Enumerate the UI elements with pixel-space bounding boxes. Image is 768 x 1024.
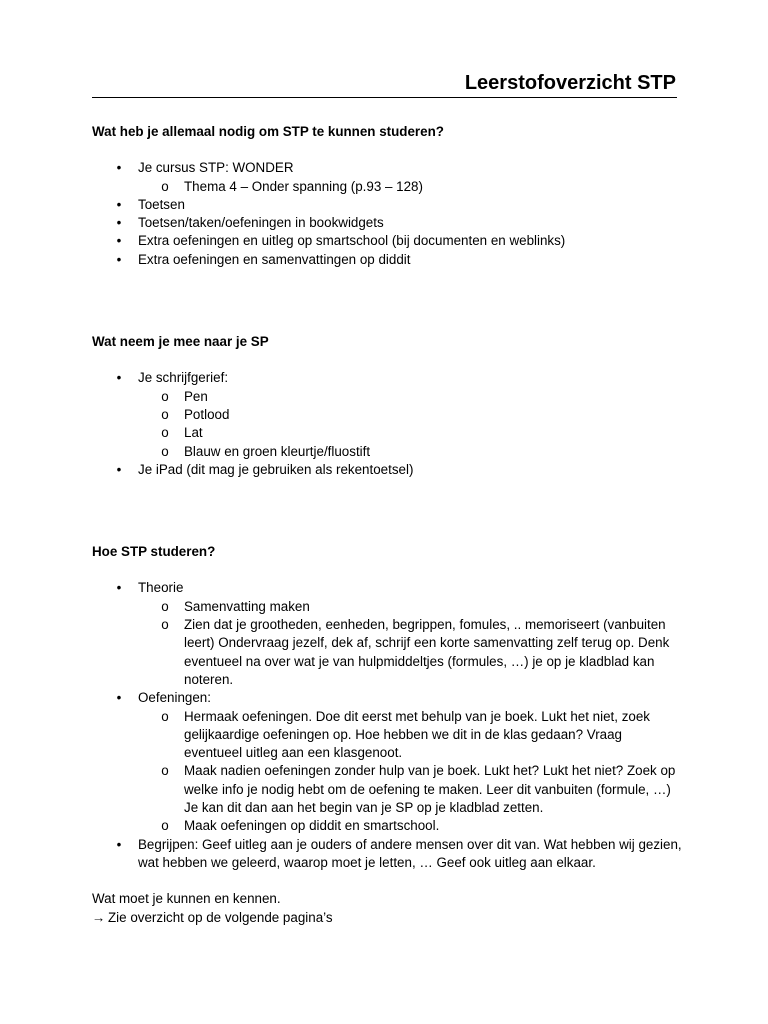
bullet-icon: • xyxy=(116,160,122,176)
circle-bullet-icon: o xyxy=(161,406,169,422)
list-benodigdheden xyxy=(92,159,682,269)
sub-list-item: o Zien dat je grootheden, eenheden, begrippen, fomules, .. memoriseert (vanbuiten leert) Ondervraag jezelf, dek af, schrijf een korte samenvatting zelf terug op. Denk eventueel na over wat je van hulpmiddeltjes (formules, …) je op je kladblad kan noteren. xyxy=(161,617,670,687)
list-item: • Begrijpen: Geef uitleg aan je ouders of andere mensen over dit van. Wat hebben wij gezien, wat hebben we geleerd, waarop moet je letten, … Geef ook uitleg aan elkaar. xyxy=(92,836,682,873)
sub-list-item: o Pen xyxy=(92,388,682,406)
sub-list-item: o Hermaak oefeningen. Doe dit eerst met behulp van je boek. Lukt het niet, zoek gelijkaardige oefeningen op. Hoe hebben we dit in de klas gedaan? Vraag eventueel uitleg aan een klasgenoot. xyxy=(161,708,650,761)
page-title: Leerstofoverzicht STP xyxy=(464,72,676,94)
list-studeren xyxy=(92,579,682,872)
list-item: • Je schrijfgerief: xyxy=(92,369,682,387)
section-heading-meenemen: Wat neem je mee naar je SP xyxy=(92,334,269,350)
bullet-icon: • xyxy=(116,233,122,249)
circle-bullet-icon: o xyxy=(161,818,169,834)
sub-list-item: o Maak oefeningen op diddit en smartschool. xyxy=(92,817,682,835)
sub-list-item: o Potlood xyxy=(92,406,682,424)
list-meenemen xyxy=(92,369,682,479)
list-item: • Je cursus STP: WONDER xyxy=(92,159,682,177)
list-item: • Theorie xyxy=(92,579,682,597)
bullet-icon: • xyxy=(116,251,122,267)
footer-line: Wat moet je kunnen en kennen. xyxy=(92,891,281,907)
list-item: • Oefeningen: xyxy=(92,689,682,707)
list-item: • Extra oefeningen en samenvattingen op diddit xyxy=(92,251,682,269)
circle-bullet-icon: o xyxy=(161,708,169,724)
arrow-right-icon: → xyxy=(92,909,106,925)
title-divider xyxy=(92,97,677,98)
circle-bullet-icon: o xyxy=(161,443,169,459)
sub-list-item: o Blauw en groen kleurtje/fluostift xyxy=(92,443,682,461)
bullet-icon: • xyxy=(116,580,122,596)
bullet-icon: • xyxy=(116,836,122,852)
bullet-icon: • xyxy=(116,370,122,386)
sub-list-item: o Lat xyxy=(92,424,682,442)
document-body xyxy=(92,123,682,927)
section-heading-studeren: Hoe STP studeren? xyxy=(92,544,216,560)
bullet-icon: • xyxy=(116,196,122,212)
list-item: • Toetsen/taken/oefeningen in bookwidgets xyxy=(92,214,682,232)
sub-list-item: o Samenvatting maken xyxy=(92,598,682,616)
circle-bullet-icon: o xyxy=(161,178,169,194)
list-item: • Toetsen xyxy=(92,196,682,214)
footer-arrow-line xyxy=(92,909,682,927)
footer-reference: Zie overzicht op de volgende pagina’s xyxy=(108,909,333,925)
circle-bullet-icon: o xyxy=(161,617,169,633)
list-item: • Extra oefeningen en uitleg op smartschool (bij documenten en weblinks) xyxy=(92,232,682,250)
circle-bullet-icon: o xyxy=(161,388,169,404)
circle-bullet-icon: o xyxy=(161,425,169,441)
bullet-icon: • xyxy=(116,215,122,231)
bullet-icon: • xyxy=(116,690,122,706)
circle-bullet-icon: o xyxy=(161,598,169,614)
section-heading-benodigdheden: Wat heb je allemaal nodig om STP te kunnen studeren? xyxy=(92,124,444,139)
sub-list-item: o Maak nadien oefeningen zonder hulp van je boek. Lukt het? Lukt het niet? Zoek op welke info je nodig hebt om de oefening te maken. Leer dit vanbuiten (formule, …) Je kan dit dan aan het begin van je SP op je kladblad zetten. xyxy=(161,763,676,816)
bullet-icon: • xyxy=(116,461,122,477)
sub-list-item: o Thema 4 – Onder spanning (p.93 – 128) xyxy=(92,178,682,196)
list-item: • Je iPad (dit mag je gebruiken als rekentoetsel) xyxy=(92,461,682,479)
circle-bullet-icon: o xyxy=(161,763,169,779)
